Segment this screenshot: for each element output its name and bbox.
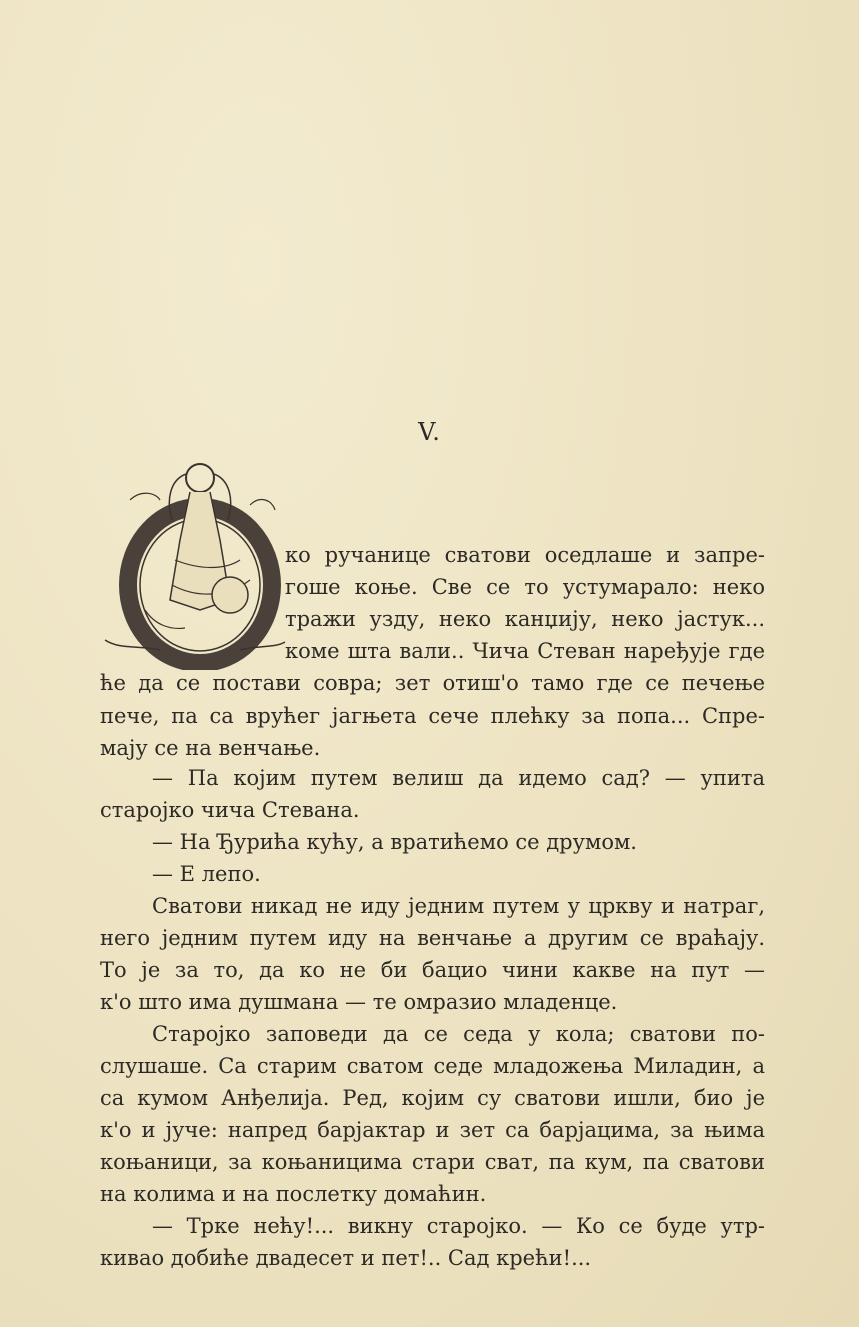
text-line: ће да се постави совра; зет отиш'о тамо где се печење (100, 671, 765, 695)
text-line: Сватови никад не иду једним путем у цркву и натраг, (152, 894, 765, 918)
text-line: Старојко заповеди да се седа у кола; сватови по- (152, 1022, 765, 1046)
chapter-number: V. (418, 418, 441, 446)
text-line: — На Ђурића кућу, а вратићемо се друмом. (152, 830, 637, 854)
text-line: — Трке нећу!... викну старојко. — Ко се буде утр- (152, 1214, 765, 1238)
text-line: коме шта вали.. Чича Стеван наређује где (285, 639, 765, 663)
text-line: — Е лепо. (152, 862, 261, 886)
text-line: То је за то, да ко не би бацио чини какве на пут — (100, 958, 765, 982)
text-line: ко ручанице сватови оседлаше и запре- (285, 543, 765, 567)
text-line: коњаници, за коњаницима стари сват, па кум, па сватови (100, 1150, 765, 1174)
text-line: к'о и јуче: напред барјактар и зет са барјацима, за њима (100, 1118, 765, 1142)
text-line: старојко чича Стевана. (100, 798, 360, 822)
text-line: са кумом Анђелија. Ред, којим су сватови ишли, био је (100, 1086, 765, 1110)
text-line: — Па којим путем велиш да идемо сад? — упита (152, 766, 765, 790)
text-line: него једним путем иду на венчање а другим се враћају. (100, 926, 765, 950)
text-line: гоше коње. Све се то устумарало: неко (285, 575, 765, 599)
text-line: на колима и на послетку домаћин. (100, 1182, 487, 1206)
text-line: мају се на венчање. (100, 736, 321, 760)
text-line: пече, па са врућег јагњета сече плећку за попа... Спре- (100, 704, 765, 728)
decorated-initial-illustration (100, 460, 290, 670)
text-line: слушаше. Са старим сватом седе младожења Миладин, а (100, 1054, 765, 1078)
text-line: тражи узду, неко канџију, неко јастук... (285, 607, 765, 631)
text-line: к'о што има душмана — те омразио младенце. (100, 990, 618, 1014)
text-line: кивао добиће двадесет и пет!.. Сад крећи!... (100, 1246, 592, 1270)
